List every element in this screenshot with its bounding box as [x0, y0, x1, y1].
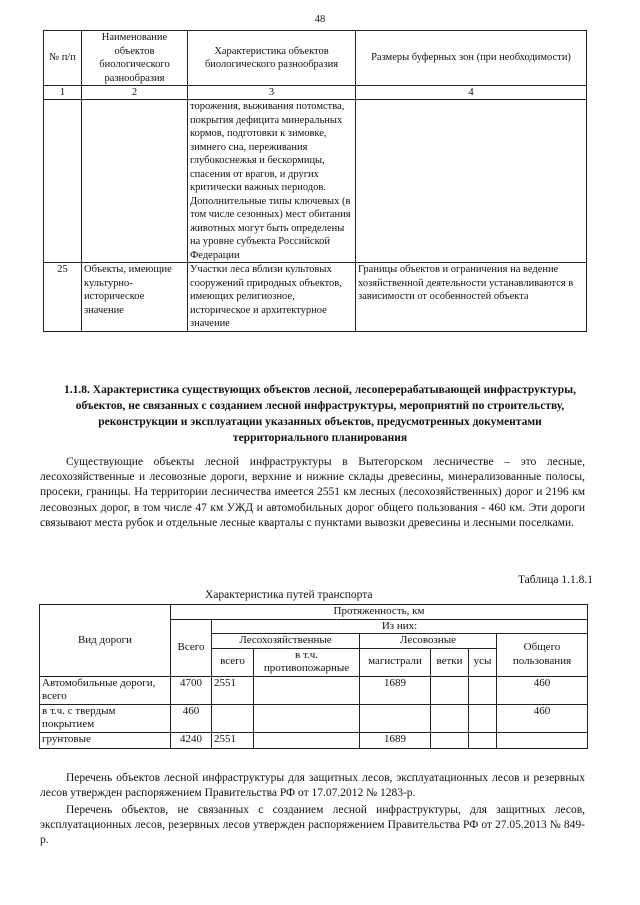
col-header-length: Протяженность, км: [171, 605, 588, 620]
cell-road-type: Автомобильные дороги, всего: [40, 676, 171, 704]
cell-characteristic-continued: торожения, выживания потомства, покрытия дефицита минеральных кормов, подготовки к зимовке, зимнего сна, переживания глубокоснежья и бескормицы, спасения от врагов, и других критически важных периодов. Дополнительные типы ключевых (в том числе сезонных) мест обитания животных могут быть определены на уровне субъекта Российской Федерации: [188, 100, 356, 263]
col-number: 4: [356, 86, 587, 100]
cell-total: 4240: [171, 732, 212, 748]
page-number: 48: [314, 14, 326, 25]
cell-total: 460: [171, 704, 212, 732]
cell-empty: [44, 100, 82, 263]
biodiversity-table: [43, 30, 587, 332]
table-row: [40, 732, 588, 748]
cell-forestry-all: [212, 704, 254, 732]
cell-empty: [82, 100, 188, 263]
cell-public: 460: [497, 704, 588, 732]
cell-fire: [254, 704, 360, 732]
cell-characteristic: Участки леса вблизи культовых сооружений природных объектов, имеющих религиозное, историческое и архитектурное значение: [188, 263, 356, 332]
cell-road-type: грунтовые: [40, 732, 171, 748]
table-row: [40, 676, 588, 704]
section-heading: 1.1.8. Характеристика существующих объектов лесной, лесоперерабатывающей инфраструктуры, объектов, не связанных с созданием лесной инфраструктуры, мероприятий по строительству, реконструкции и эксплуатации указанных объектов, предусмотренных документами территориального планирования: [64, 384, 576, 444]
col-header-number: № п/п: [44, 31, 82, 86]
table-header-row: [44, 31, 587, 86]
cell-spur: [469, 704, 497, 732]
cell-trunk: [360, 704, 431, 732]
table-row: [44, 263, 587, 332]
column-number-row: [44, 86, 587, 100]
cell-number: 25: [44, 263, 82, 332]
col-header-trunk: магистрали: [360, 648, 431, 676]
col-header-forestry-all: всего: [212, 648, 254, 676]
transport-table: [39, 604, 588, 749]
col-header-spur: усы: [469, 648, 497, 676]
col-number: 1: [44, 86, 82, 100]
cell-forestry-all: 2551: [212, 732, 254, 748]
col-header-road-type: Вид дороги: [40, 605, 171, 677]
cell-branch: [431, 732, 469, 748]
col-header-branch: ветки: [431, 648, 469, 676]
col-number: 2: [82, 86, 188, 100]
col-header-logging: Лесовозные: [360, 634, 497, 649]
cell-branch: [431, 704, 469, 732]
cell-road-type: в т.ч. с твердым покрытием: [40, 704, 171, 732]
cell-trunk: 1689: [360, 676, 431, 704]
cell-public: [497, 732, 588, 748]
paragraph-infrastructure: Существующие объекты лесной инфраструктуры в Вытегорском лесничестве – это лесные, лесохозяйственные и лесовозные дороги, верхние и нижние склады древесины, минерализованные полосы, просеки, границы. На территории лесничества имеется 2551 км лесных (лесохозяйственных) дорог и 2196 км лесовозных дорог, в том числе 47 км УЖД и автомобильных дорог общего пользования - 460 км. Эти дороги связывают места рубок и отдельные лесные кварталы с пунктами вывозки древесины и лесными поселками.: [40, 456, 585, 529]
cell-branch: [431, 676, 469, 704]
col-header-object-name: Наименование объектов биологического разнообразия: [82, 31, 188, 86]
cell-public: 460: [497, 676, 588, 704]
cell-empty: [356, 100, 587, 263]
cell-trunk: 1689: [360, 732, 431, 748]
cell-spur: [469, 676, 497, 704]
table-row: [40, 704, 588, 732]
col-header-fire: в т.ч. противопожарные: [254, 648, 360, 676]
paragraph-infrastructure-list: Перечень объектов лесной инфраструктуры для защитных лесов, эксплуатационных лесов и резервных лесов утвержден распоряжением Правительства РФ от 17.07.2012 № 1283-р.: [40, 772, 585, 800]
paragraph-non-infrastructure-list: Перечень объектов, не связанных с созданием лесной инфраструктуры, для защитных лесов, эксплуатационных лесов, резервных лесов утвержден распоряжением Правительства РФ от 27.05.2013 № 849-р.: [40, 804, 585, 847]
cell-buffer-zone: Границы объектов и ограничения на ведение хозяйственной деятельности устанавливаются в зависимости от особенностей объекта: [356, 263, 587, 332]
table-number: Таблица 1.1.8.1: [517, 574, 593, 586]
col-header-buffer-zone: Размеры буферных зон (при необходимости): [356, 31, 587, 86]
col-header-characteristic: Характеристика объектов биологического разнообразия: [188, 31, 356, 86]
table-caption: Характеристика путей транспорта: [205, 589, 373, 601]
col-header-of-which: Из них:: [212, 619, 588, 634]
cell-spur: [469, 732, 497, 748]
table-row: [44, 100, 587, 263]
cell-fire: [254, 732, 360, 748]
col-number: 3: [188, 86, 356, 100]
cell-forestry-all: 2551: [212, 676, 254, 704]
cell-total: 4700: [171, 676, 212, 704]
table-header-row: [40, 605, 588, 620]
col-header-forestry: Лесохозяйственные: [212, 634, 360, 649]
col-header-public: Общего пользования: [497, 634, 588, 677]
col-header-total: Всего: [171, 619, 212, 676]
cell-fire: [254, 676, 360, 704]
cell-object-name: Объекты, имеющие культурно-историческое значение: [82, 263, 188, 332]
